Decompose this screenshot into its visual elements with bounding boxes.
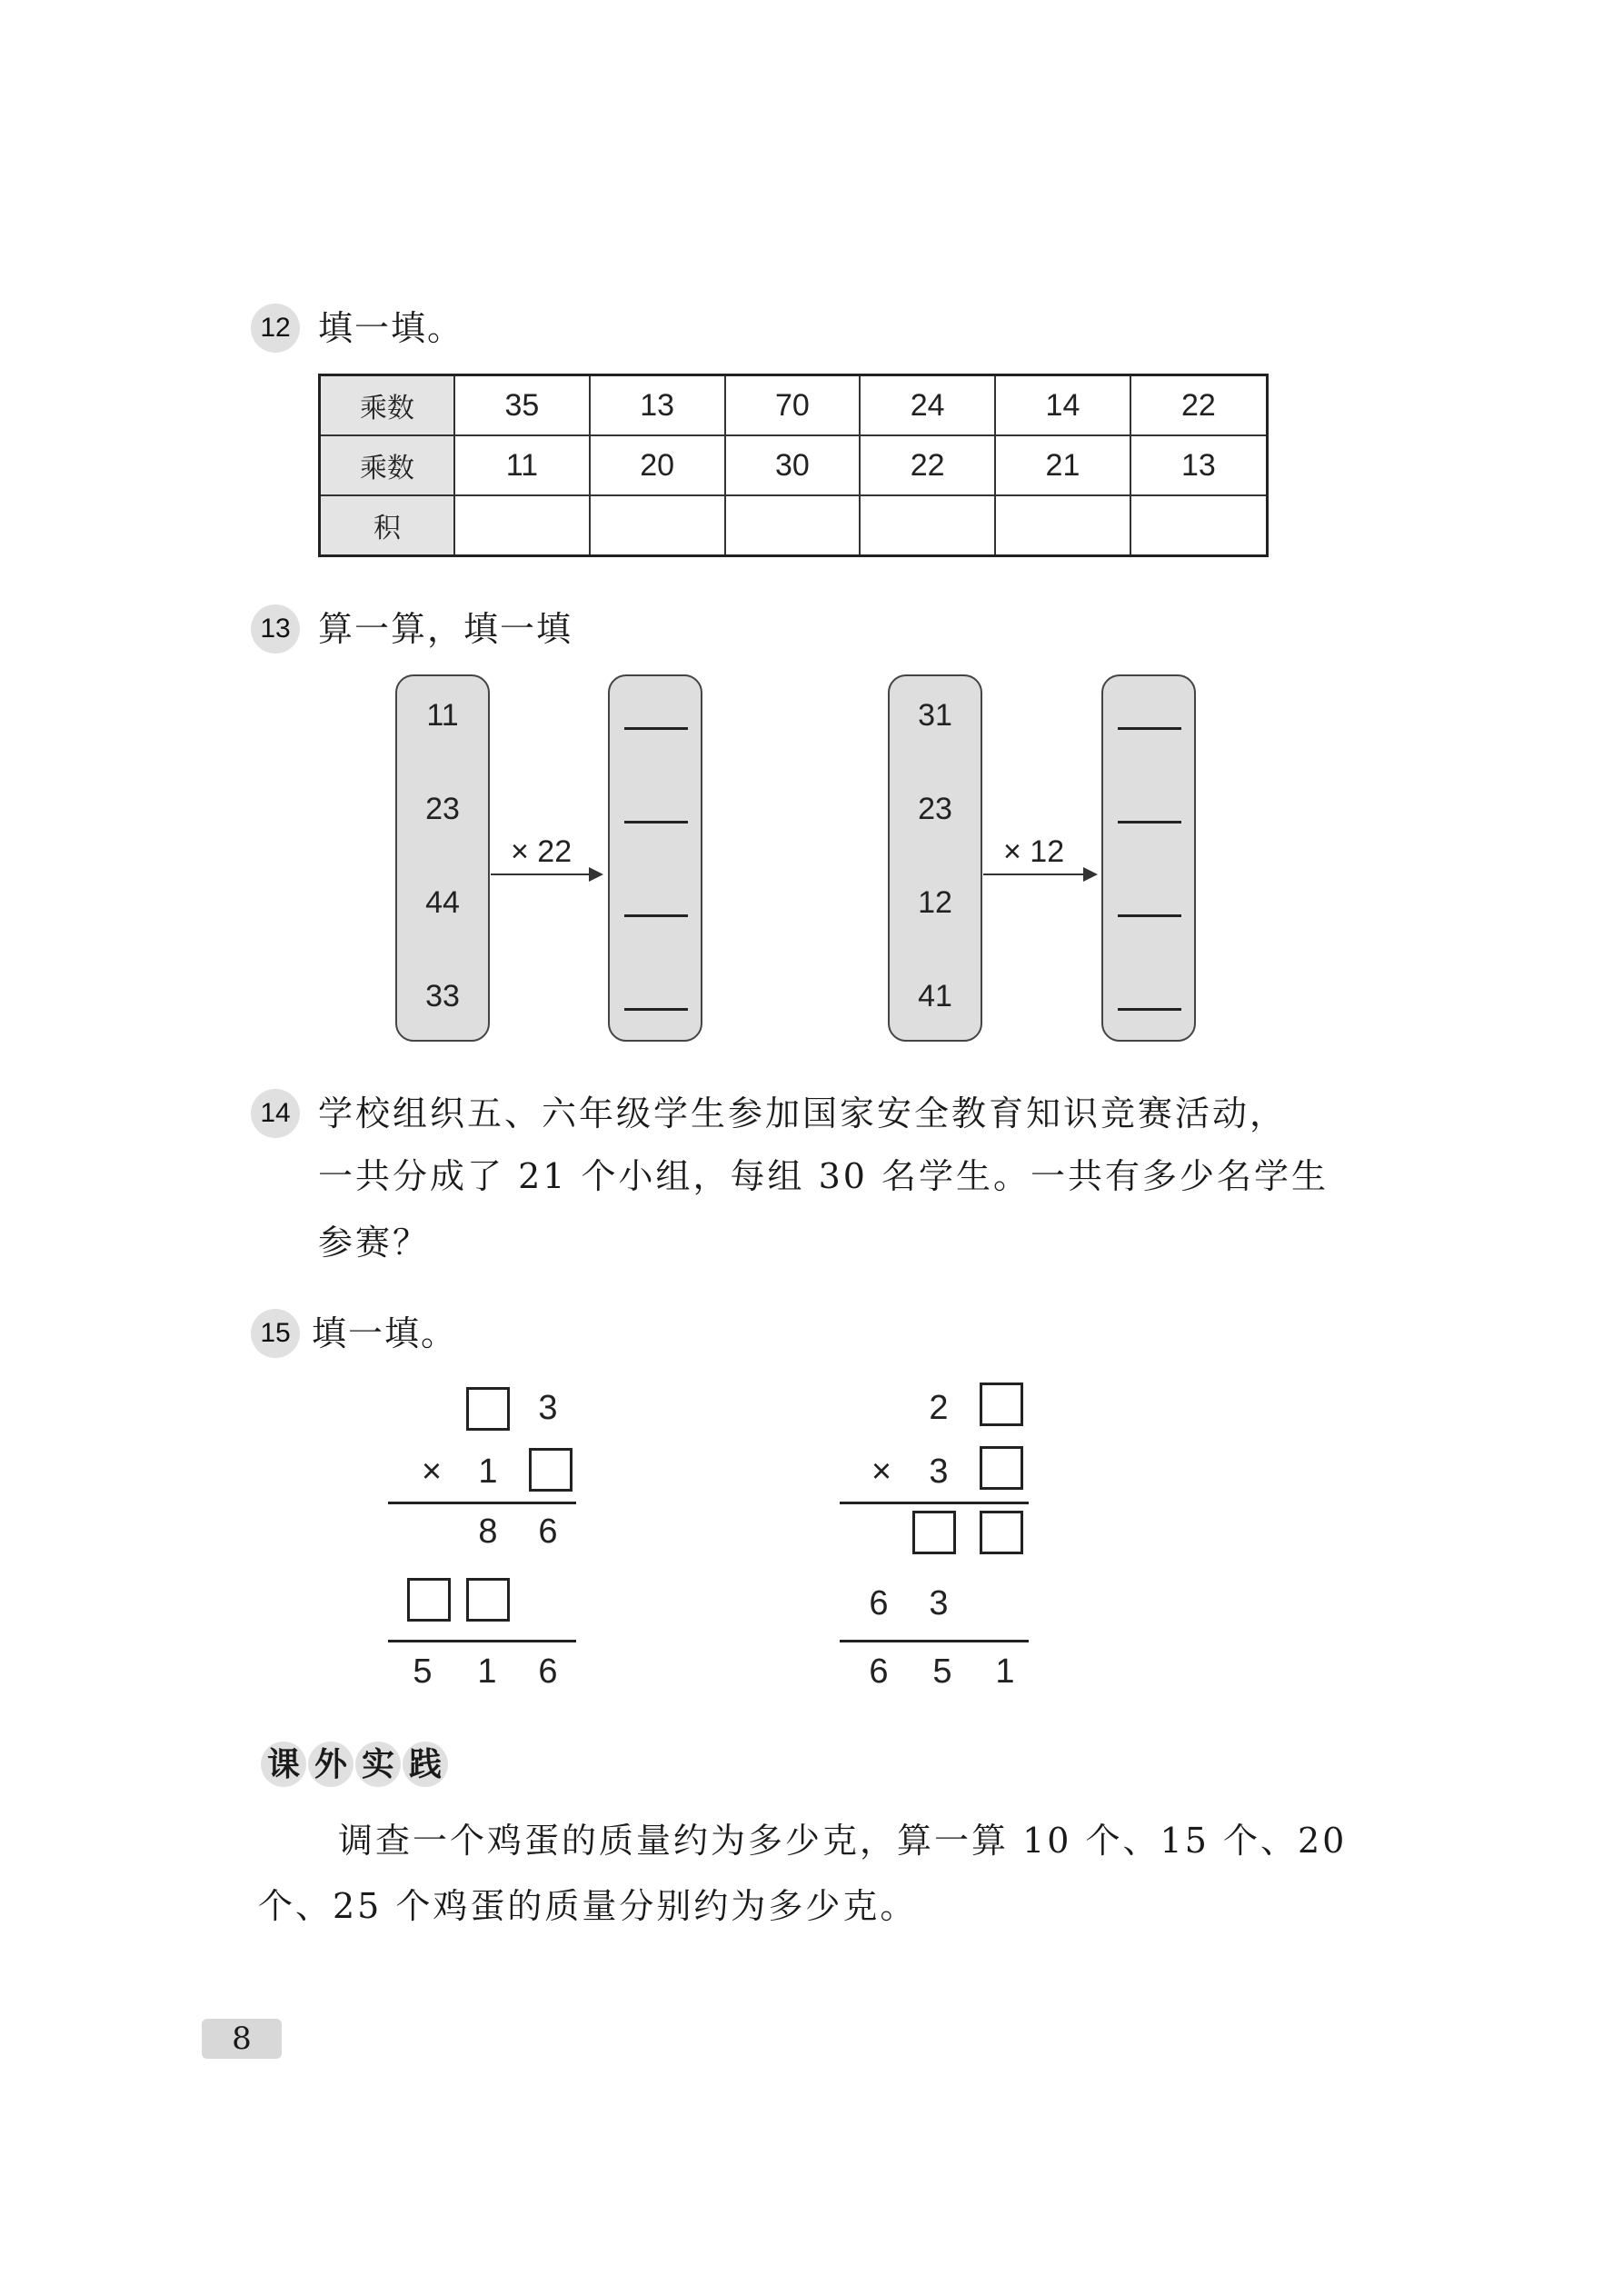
practice-text-line: 个、25 个鸡蛋的质量分别约为多少克。 bbox=[258, 1886, 918, 1926]
digit: 8 bbox=[478, 1512, 498, 1551]
answer-blank[interactable] bbox=[624, 727, 688, 730]
arrow-icon bbox=[983, 873, 1094, 875]
digit: 6 bbox=[869, 1652, 889, 1691]
table-cell: 20 bbox=[590, 435, 725, 495]
answer-column bbox=[1101, 674, 1196, 1042]
table-cell: 21 bbox=[995, 435, 1130, 495]
input-value: 11 bbox=[426, 698, 459, 733]
input-value: 33 bbox=[425, 979, 460, 1013]
answer-blank[interactable] bbox=[1118, 821, 1181, 824]
question-number-badge: 14 bbox=[251, 1089, 300, 1138]
answer-cell[interactable] bbox=[725, 495, 861, 556]
table-cell: 14 bbox=[995, 375, 1130, 436]
multiplication-table bbox=[318, 374, 1269, 557]
table-cell: 30 bbox=[725, 435, 861, 495]
answer-cell[interactable] bbox=[995, 495, 1130, 556]
practice-text-line: 调查一个鸡蛋的质量约为多少克，算一算 10 个、15 个、20 bbox=[338, 1821, 1348, 1861]
heading-char: 课 bbox=[261, 1742, 306, 1787]
divider-line bbox=[840, 1640, 1029, 1642]
question-text-line: 参赛？ bbox=[318, 1223, 431, 1263]
operator-label: × 12 bbox=[1003, 834, 1065, 869]
times-sign: × bbox=[871, 1452, 892, 1491]
heading-char: 外 bbox=[308, 1742, 353, 1787]
digit: 3 bbox=[929, 1452, 949, 1491]
digit: 1 bbox=[478, 1452, 498, 1491]
divider-line bbox=[840, 1502, 1029, 1504]
answer-blank[interactable] bbox=[624, 821, 688, 824]
question-text-line: 学校组织五、六年级学生参加国家安全教育知识竞赛活动， bbox=[318, 1093, 1288, 1133]
table-cell: 13 bbox=[1130, 435, 1268, 495]
divider-line bbox=[388, 1502, 576, 1504]
input-value: 31 bbox=[918, 698, 952, 733]
row-header: 积 bbox=[320, 495, 455, 556]
digit-box[interactable] bbox=[407, 1578, 451, 1622]
table-row bbox=[320, 375, 1268, 436]
digit-box[interactable] bbox=[980, 1383, 1023, 1426]
input-value: 23 bbox=[425, 792, 460, 826]
digit: 6 bbox=[538, 1512, 558, 1551]
digit: 2 bbox=[929, 1389, 949, 1427]
row-header: 乘数 bbox=[320, 375, 455, 436]
table-cell: 13 bbox=[590, 375, 725, 436]
table-cell: 24 bbox=[860, 375, 995, 436]
digit: 5 bbox=[413, 1652, 433, 1691]
input-value: 12 bbox=[918, 885, 952, 920]
arrow-icon bbox=[491, 873, 600, 875]
digit: 6 bbox=[869, 1584, 889, 1622]
row-header: 乘数 bbox=[320, 435, 455, 495]
digit-box[interactable] bbox=[980, 1446, 1023, 1490]
table-cell: 22 bbox=[860, 435, 995, 495]
heading-char: 实 bbox=[355, 1742, 401, 1787]
digit-box[interactable] bbox=[912, 1511, 956, 1554]
times-sign: × bbox=[421, 1452, 443, 1491]
answer-blank[interactable] bbox=[1118, 727, 1181, 730]
digit-box[interactable] bbox=[466, 1578, 510, 1622]
digit-box[interactable] bbox=[980, 1511, 1023, 1554]
digit: 6 bbox=[538, 1652, 558, 1691]
table-row bbox=[320, 495, 1268, 556]
question-title: 填一填。 bbox=[318, 308, 464, 348]
table-cell: 22 bbox=[1130, 375, 1268, 436]
digit: 1 bbox=[995, 1652, 1015, 1691]
digit: 3 bbox=[538, 1389, 558, 1427]
answer-blank[interactable] bbox=[1118, 914, 1181, 917]
section-heading-practice bbox=[261, 1742, 450, 1787]
digit: 1 bbox=[477, 1652, 497, 1691]
answer-column bbox=[608, 674, 702, 1042]
question-title: 算一算，填一填 bbox=[318, 609, 573, 649]
question-text-line: 一共分成了 21 个小组，每组 30 名学生。一共有多少名学生 bbox=[318, 1156, 1329, 1196]
page-number: 8 bbox=[202, 2019, 282, 2059]
digit: 3 bbox=[929, 1584, 949, 1622]
table-cell: 70 bbox=[725, 375, 861, 436]
table-cell: 11 bbox=[454, 435, 590, 495]
answer-blank[interactable] bbox=[624, 1008, 688, 1011]
digit: 5 bbox=[932, 1652, 952, 1691]
answer-blank[interactable] bbox=[624, 914, 688, 917]
table-cell: 35 bbox=[454, 375, 590, 436]
input-column bbox=[888, 674, 982, 1042]
answer-cell[interactable] bbox=[454, 495, 590, 556]
input-column bbox=[395, 674, 490, 1042]
table-row bbox=[320, 435, 1268, 495]
question-title: 填一填。 bbox=[312, 1313, 458, 1353]
heading-char: 践 bbox=[403, 1742, 448, 1787]
digit-box[interactable] bbox=[466, 1387, 510, 1431]
question-number-badge: 13 bbox=[251, 604, 300, 654]
operator-label: × 22 bbox=[511, 834, 573, 869]
divider-line bbox=[388, 1640, 576, 1642]
answer-cell[interactable] bbox=[1130, 495, 1268, 556]
input-value: 41 bbox=[918, 979, 952, 1013]
answer-cell[interactable] bbox=[860, 495, 995, 556]
question-number-badge: 12 bbox=[251, 304, 300, 353]
answer-blank[interactable] bbox=[1118, 1008, 1181, 1011]
digit-box[interactable] bbox=[529, 1448, 573, 1492]
input-value: 44 bbox=[425, 885, 460, 920]
question-number-badge: 15 bbox=[251, 1309, 300, 1358]
input-value: 23 bbox=[918, 792, 952, 826]
answer-cell[interactable] bbox=[590, 495, 725, 556]
